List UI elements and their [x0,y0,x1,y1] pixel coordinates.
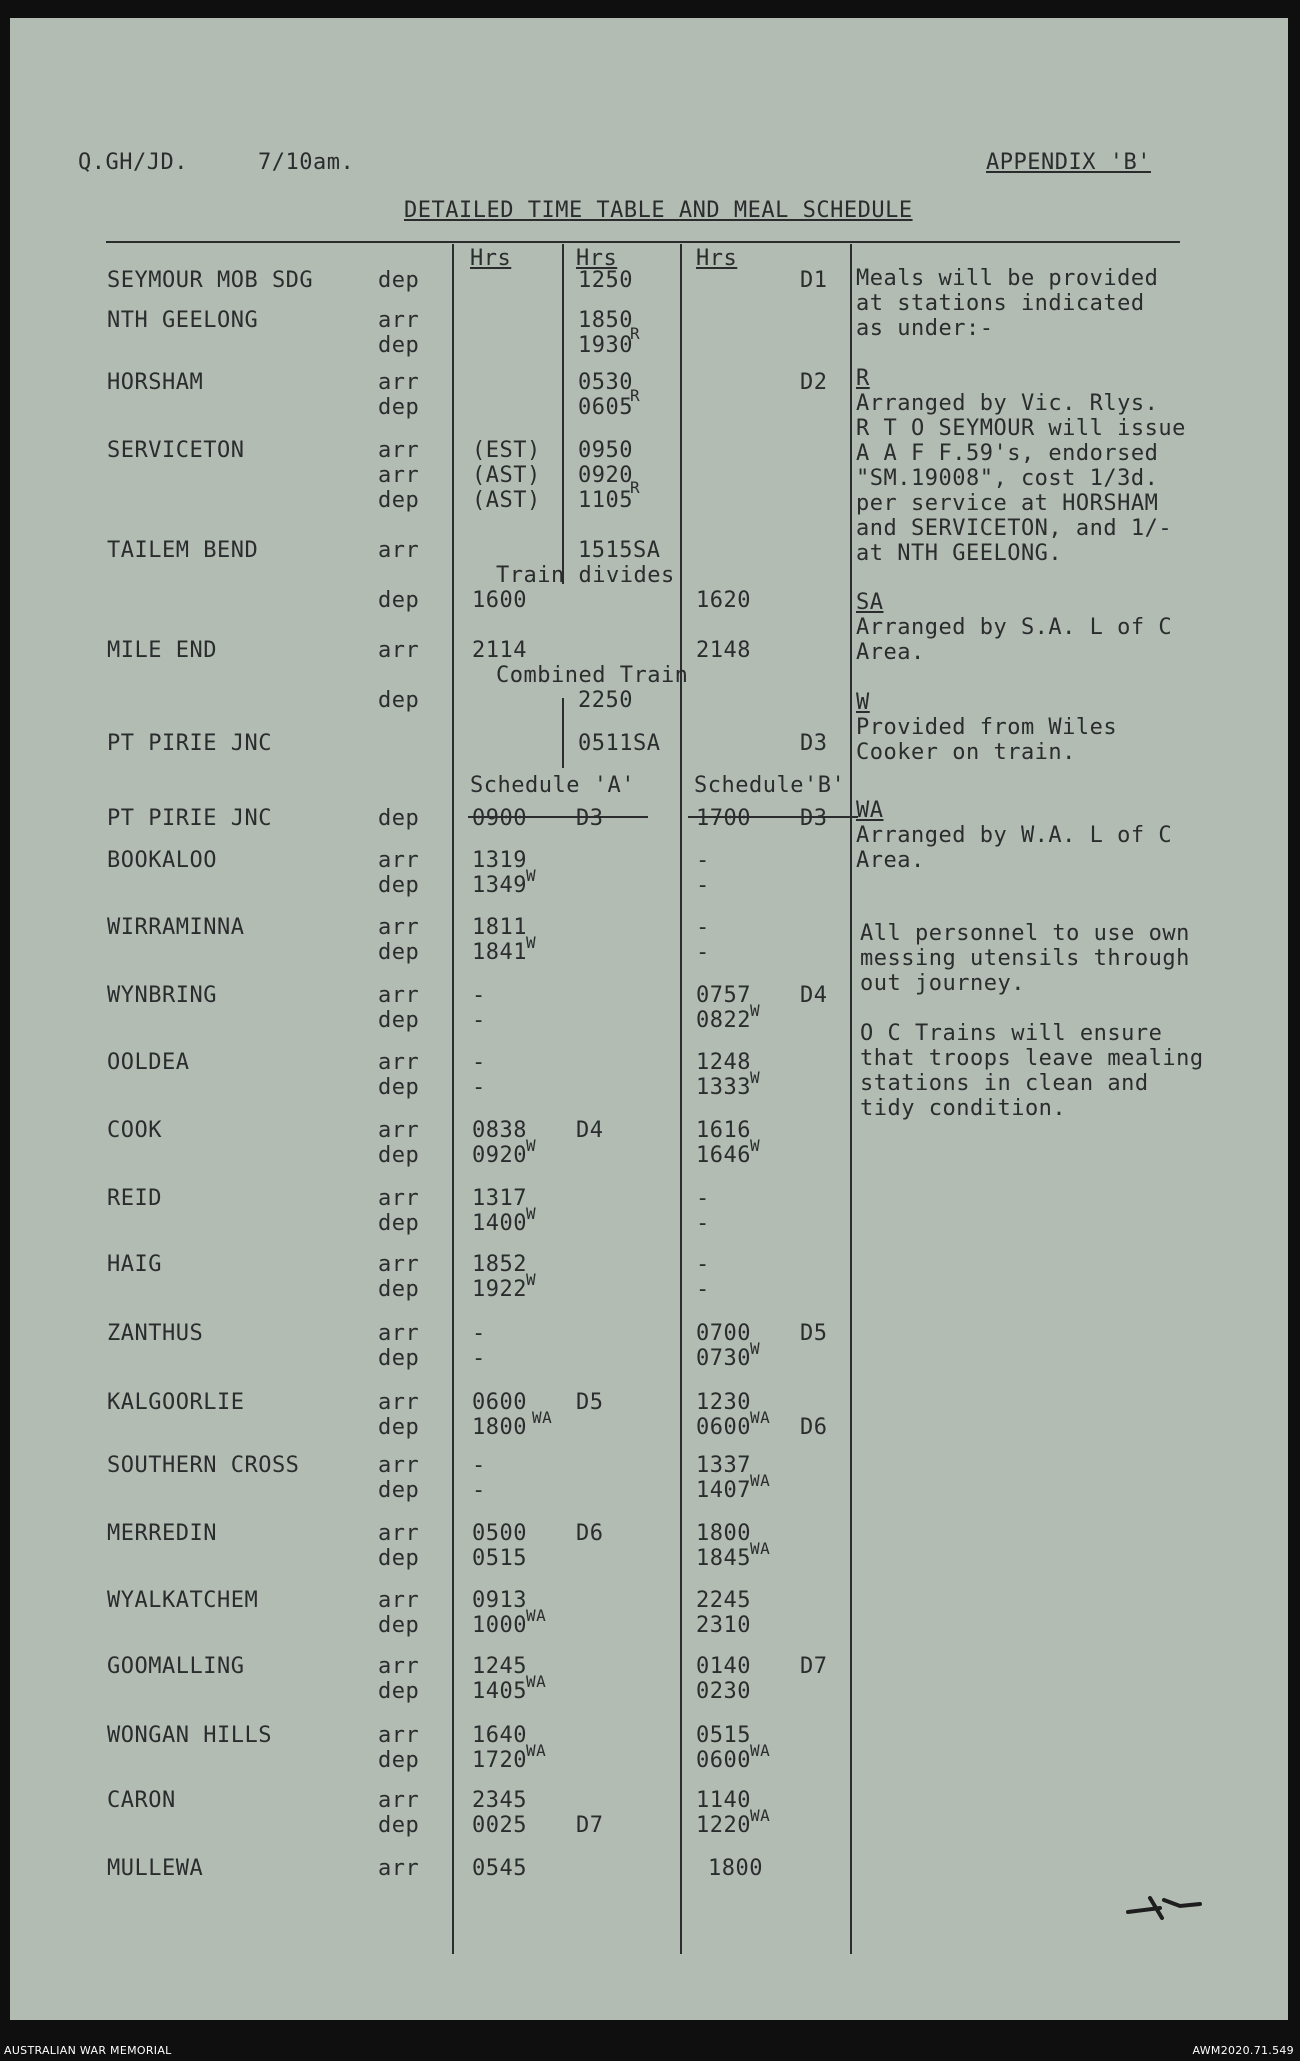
note-line: and SERVICETON, and 1/- [856,516,1173,541]
arr-dep: arr [378,1856,420,1881]
meal-mark: W [526,1270,537,1289]
note-line: Arranged by Vic. Rlys. [856,391,1159,416]
column-rule-a [452,244,454,1954]
footer-institution: AUSTRALIAN WAR MEMORIAL [4,2044,172,2057]
day-marker: D3 [800,731,828,756]
page-title: DETAILED TIME TABLE AND MEAL SCHEDULE [404,198,913,223]
signature-tick-icon [1120,1888,1210,1928]
time-cell: 1620 [696,588,751,613]
arr-dep: arr dep [378,1588,420,1638]
station-name: PT PIRIE JNC [107,806,272,831]
arr-dep: arr dep [378,1118,420,1168]
time-cell: 1140 1220 [696,1788,751,1838]
arr-dep: arr dep [378,1521,420,1571]
station-name: NTH GEELONG [107,308,259,333]
arr-dep: dep [378,268,420,293]
column-rule-b [680,244,682,1954]
time-cell: 1250 [578,268,633,293]
meal-mark: W [526,1136,537,1155]
time-cell: 0757 0822 [696,983,751,1033]
column-rule-mid-1 [562,244,564,584]
meal-mark: WA [750,1471,771,1490]
time-cell: 0700 0730 [696,1321,751,1371]
time-cell: 1811 1841 [472,915,527,965]
time-cell: 0511SA [578,731,661,756]
note-line: Arranged by S.A. L of C [856,615,1173,640]
time-cell: 1245 1405 [472,1654,527,1704]
note-line: "SM.19008", cost 1/3d. [856,466,1159,491]
station-name: SEYMOUR MOB SDG [107,268,314,293]
note-line: All personnel to use own [860,921,1190,946]
station-name: SERVICETON [107,438,245,463]
combined-train-label: Combined Train [496,663,689,688]
meal-mark: R [630,478,641,497]
hrs-header-1: Hrs [470,246,512,271]
note-line: O C Trains will ensure [860,1021,1163,1046]
note-line: out journey. [860,971,1025,996]
station-name: OOLDEA [107,1050,190,1075]
time-cell: 2250 [578,688,633,713]
time-cell: 0530 0605 [578,370,633,420]
day-marker: D5 [800,1321,828,1346]
arr-dep: arr dep [378,1050,420,1100]
time-cell: 1337 1407 [696,1453,751,1503]
time-cell: 0140 0230 [696,1654,751,1704]
footer-reference: AWM2020.71.549 [1192,2044,1294,2057]
arr-dep: arr [378,538,420,563]
note-line: Cooker on train. [856,740,1076,765]
meal-mark: WA [750,1806,771,1825]
meal-mark: WA [526,1606,547,1625]
time-cell: 1515SA [578,538,661,563]
time-cell: 1230 0600 [696,1390,751,1440]
note-line: messing utensils through [860,946,1190,971]
arr-dep: arr dep [378,1321,420,1371]
station-name: TAILEM BEND [107,538,259,563]
note-line: A A F F.59's, endorsed [856,441,1159,466]
note-line: Area. [856,640,925,665]
note-heading-wa: WA [856,798,884,823]
time-cell: 1800 1845 [696,1521,751,1571]
time-cell: - - [696,915,710,965]
day-marker: D7 [576,1813,604,1838]
time-cell: 2345 0025 [472,1788,527,1838]
station-name: MULLEWA [107,1856,204,1881]
time-cell: 0545 [472,1856,527,1881]
time-cell: 0900 [472,806,527,831]
arr-dep: arr dep [378,1453,420,1503]
station-name: SOUTHERN CROSS [107,1453,300,1478]
meal-mark: W [526,1204,537,1223]
day-marker: D4 [576,1118,604,1143]
time-cell: 1852 1922 [472,1252,527,1302]
time-cell: 0515 0600 [696,1723,751,1773]
meal-mark: W [750,1068,761,1087]
meal-mark: W [750,1339,761,1358]
time-cell: 1319 1349 [472,848,527,898]
time-cell: 2245 2310 [696,1588,751,1638]
note-line: Area. [856,848,925,873]
meal-mark: WA [750,1408,771,1427]
note-line: R T O SEYMOUR will issue [856,416,1186,441]
station-name: WIRRAMINNA [107,915,245,940]
station-name: COOK [107,1118,162,1143]
time-cell: 1600 [472,588,527,613]
document-page [10,18,1288,2020]
station-name: CARON [107,1788,176,1813]
column-rule-mid-2 [562,698,564,768]
time-cell: 0950 0920 1105 [578,438,633,513]
time-cell: - - [696,1252,710,1302]
note-line: that troops leave mealing [860,1046,1204,1071]
time-cell: 1640 1720 [472,1723,527,1773]
appendix-label: APPENDIX 'B' [986,150,1151,175]
time-cell: 1850 1930 [578,308,633,358]
station-name: PT PIRIE JNC [107,731,272,756]
meal-mark: R [630,324,641,343]
arr-dep: arr dep [378,1252,420,1302]
meal-mark: W [750,1136,761,1155]
arr-dep: arr arr dep [378,438,420,513]
station-name: WYNBRING [107,983,217,1008]
train-divides-label: Train divides [496,563,675,588]
day-marker: D2 [800,370,828,395]
time-cell: - - [472,983,486,1033]
time-cell: - - [472,1453,486,1503]
note-line: at NTH GEELONG. [856,541,1063,566]
station-name: GOOMALLING [107,1654,245,1679]
day-marker: D7 [800,1654,828,1679]
time-cell: - - [472,1050,486,1100]
meal-mark: WA [526,1741,547,1760]
meal-mark: W [526,866,537,885]
time-cell: 1800 [708,1856,763,1881]
time-cell: - - [696,1186,710,1236]
arr-dep: dep [378,806,420,831]
note-line: Meals will be provided [856,266,1159,291]
arr-dep: arr dep [378,308,420,358]
day-marker: D1 [800,268,828,293]
note-line: as under:- [856,316,994,341]
note-line: tidy condition. [860,1096,1067,1121]
station-name: KALGOORLIE [107,1390,245,1415]
arr-dep: arr dep [378,1654,420,1704]
meal-mark: WA [750,1741,771,1760]
station-name: REID [107,1186,162,1211]
day-marker: D3 [576,806,604,831]
arr-dep: arr dep [378,983,420,1033]
note-line: Arranged by W.A. L of C [856,823,1173,848]
note-line: stations in clean and [860,1071,1149,1096]
station-name: ZANTHUS [107,1321,204,1346]
arr-dep: arr dep [378,1723,420,1773]
note-heading-sa: SA [856,590,884,615]
time-cell: 0913 1000 [472,1588,527,1638]
time-cell: 0600 1800 [472,1390,527,1440]
arr-dep: arr dep [378,1390,420,1440]
table-top-rule [106,241,1180,243]
meal-mark: W [750,1001,761,1020]
note-line: at stations indicated [856,291,1145,316]
note-line: Provided from Wiles [856,715,1118,740]
station-name: HORSHAM [107,370,204,395]
note-line: per service at HORSHAM [856,491,1159,516]
arr-dep: arr [378,638,420,663]
time-cell: 1616 1646 [696,1118,751,1168]
station-name: WONGAN HILLS [107,1723,272,1748]
station-name: WYALKATCHEM [107,1588,259,1613]
time-cell: 1317 1400 [472,1186,527,1236]
station-name: BOOKALOO [107,848,217,873]
arr-dep: dep [378,688,420,713]
day-marker: D6 [576,1521,604,1546]
time-stamp: 7/10am. [258,150,355,175]
time-cell: - - [472,1321,486,1371]
meal-mark: WA [526,1672,547,1691]
day-marker: D3 [800,806,828,831]
note-heading-r: R [856,366,870,391]
time-cell: - - [696,848,710,898]
schedule-a-label: Schedule 'A' [470,773,635,798]
time-cell: 2114 [472,638,527,663]
arr-dep: arr dep [378,1788,420,1838]
meal-mark: WA [532,1408,553,1427]
day-marker: D6 [800,1415,828,1440]
arr-dep: dep [378,588,420,613]
time-cell: 1700 [696,806,751,831]
station-name: MILE END [107,638,217,663]
day-marker: D5 [576,1390,604,1415]
schedule-b-label: Schedule'B' [694,773,846,798]
note-heading-w: W [856,690,870,715]
arr-dep: arr dep [378,848,420,898]
hrs-header-2: Hrs [576,246,618,271]
meal-mark: WA [750,1539,771,1558]
time-zone: (EST) (AST) (AST) [472,438,541,513]
time-cell: 0838 0920 [472,1118,527,1168]
time-cell: 1248 1333 [696,1050,751,1100]
station-name: MERREDIN [107,1521,217,1546]
meal-mark: R [630,386,641,405]
arr-dep: arr dep [378,1186,420,1236]
meal-mark: W [526,933,537,952]
column-rule-notes [850,244,852,1954]
day-marker: D4 [800,983,828,1008]
station-name: HAIG [107,1252,162,1277]
reference-code: Q.GH/JD. [78,150,188,175]
time-cell: 2148 [696,638,751,663]
time-cell: 0500 0515 [472,1521,527,1571]
arr-dep: arr dep [378,370,420,420]
arr-dep: arr dep [378,915,420,965]
hrs-header-3: Hrs [696,246,738,271]
